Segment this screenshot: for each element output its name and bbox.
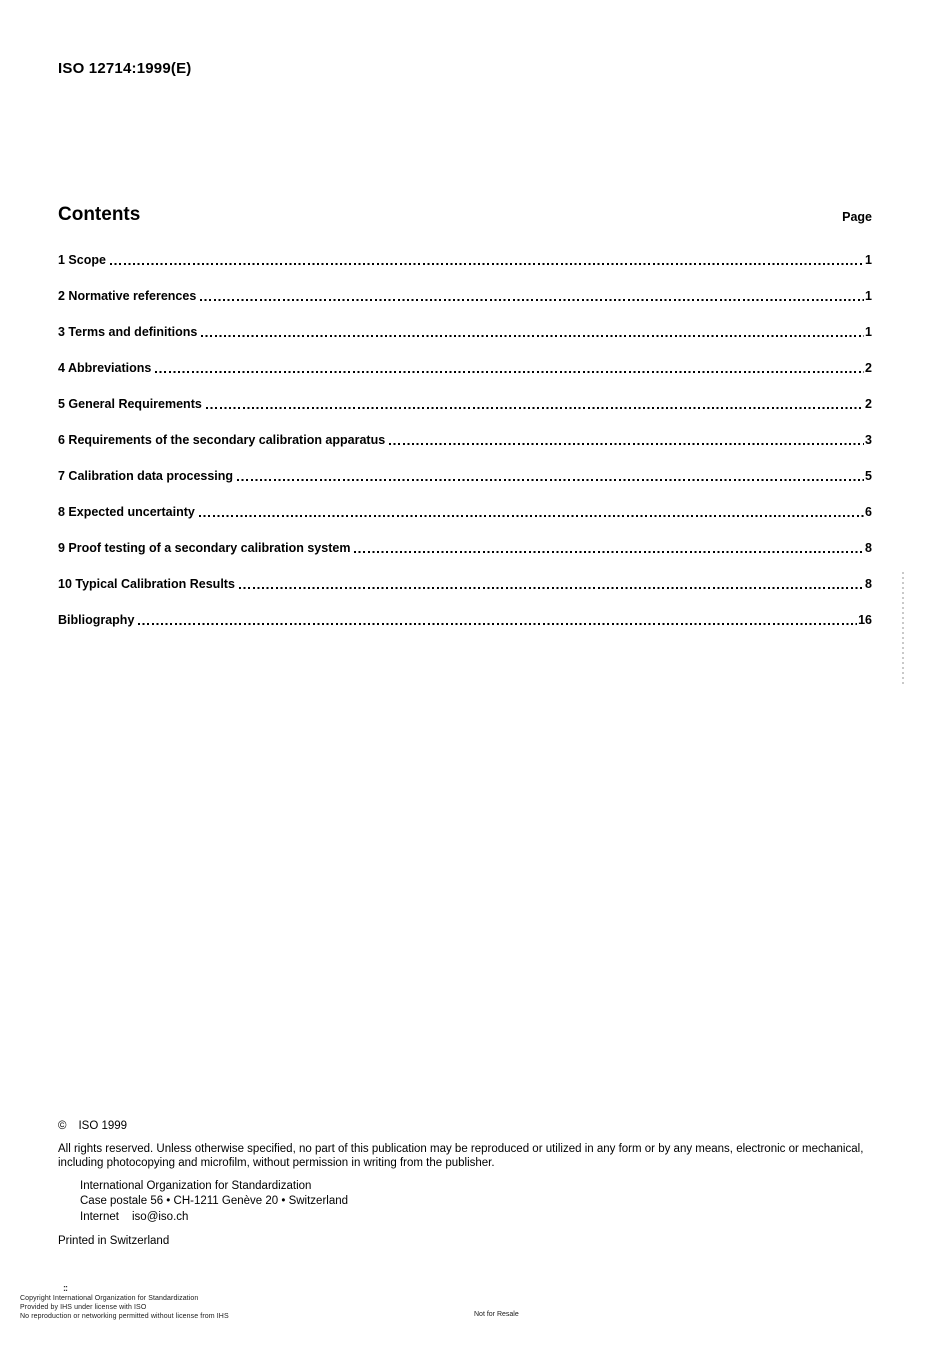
iso-address-block	[80, 1179, 872, 1226]
toc-entry-page: 1	[865, 289, 872, 303]
footer-fineprint	[20, 1294, 229, 1321]
toc-entry-label: 1 Scope	[58, 253, 106, 267]
toc-entry-page: 8	[865, 541, 872, 555]
toc-entry-label: 6 Requirements of the secondary calibration apparatus	[58, 433, 386, 447]
copyright-owner: ISO 1999	[78, 1120, 128, 1132]
dot-leader	[155, 371, 864, 373]
page-column-label: Page	[842, 210, 872, 224]
dot-leader	[200, 299, 864, 301]
toc-entry-label: 4 Abbreviations	[58, 361, 152, 375]
toc-entry-general-requirements	[58, 395, 872, 411]
toc-entry-label: 10 Typical Calibration Results	[58, 577, 235, 591]
toc-entry-label: 3 Terms and definitions	[58, 325, 198, 339]
dot-leader	[389, 443, 864, 445]
toc-entry-label: Bibliography	[58, 613, 135, 627]
not-for-resale-label: Not for Resale	[474, 1311, 519, 1318]
toc-entry-abbreviations	[58, 359, 872, 375]
address-internet	[80, 1210, 872, 1226]
copyright-block	[58, 1119, 872, 1249]
toc-entry-page: 1	[865, 325, 872, 339]
toc-entry-label: 8 Expected uncertainty	[58, 505, 195, 519]
address-org: International Organization for Standardization	[80, 1179, 312, 1192]
dot-leader	[239, 587, 864, 589]
toc-entry-page: 1	[865, 253, 872, 267]
toc-entry-page: 2	[865, 397, 872, 411]
toc-entry-page: 2	[865, 361, 872, 375]
copyright-icon: ©	[58, 1120, 67, 1132]
dot-leader	[201, 335, 864, 337]
toc-entry-label: 5 General Requirements	[58, 397, 202, 411]
dot-leader	[206, 407, 864, 409]
dot-leader	[138, 623, 857, 625]
footer-reproduction-line: No reproduction or networking permitted without license from IHS	[20, 1313, 229, 1320]
toc-entry-bibliography	[58, 611, 872, 627]
footer-license-line: Provided by IHS under license with ISO	[20, 1304, 147, 1311]
toc-entry-label: 2 Normative references	[58, 289, 197, 303]
toc-entry-page: 8	[865, 577, 872, 591]
toc-entry-typical-calibration-results	[58, 575, 872, 591]
toc-entry-page: 3	[865, 433, 872, 447]
toc-entry-page: 6	[865, 505, 872, 519]
table-of-contents	[58, 251, 872, 647]
copyright-line	[58, 1119, 872, 1134]
document-id: ISO 12714:1999(E)	[58, 60, 192, 77]
dot-leader	[110, 263, 864, 265]
footer-copyright-line: Copyright International Organization for Standardization	[20, 1295, 199, 1302]
toc-entry-scope	[58, 251, 872, 267]
rights-statement: All rights reserved. Unless otherwise specified, no part of this publication may be reproduced or utilized in any form or by any means, electronic or mechanical, including photocopying and microfilm, without permission in writing from the publisher.	[58, 1142, 864, 1169]
toc-entry-expected-uncertainty	[58, 503, 872, 519]
toc-entry-secondary-calibration-apparatus	[58, 431, 872, 447]
address-postal: Case postale 56 • CH-1211 Genève 20 • Switzerland	[80, 1195, 349, 1207]
dot-leader	[199, 515, 864, 517]
toc-entry-calibration-data-processing	[58, 467, 872, 483]
vertical-watermark	[902, 572, 904, 684]
toc-entry-normative-references	[58, 287, 872, 303]
internet-label: Internet	[80, 1210, 119, 1223]
dot-leader	[354, 551, 864, 553]
printed-in: Printed in Switzerland	[58, 1235, 170, 1247]
internet-email: iso@iso.ch	[132, 1210, 189, 1223]
contents-header	[58, 204, 872, 226]
toc-entry-page: 16	[858, 613, 872, 627]
footer-mark: ::	[63, 1283, 67, 1293]
toc-entry-label: 9 Proof testing of a secondary calibration system	[58, 541, 351, 555]
contents-title: Contents	[58, 204, 141, 225]
toc-entry-terms-definitions	[58, 323, 872, 339]
toc-entry-page: 5	[865, 469, 872, 483]
toc-entry-label: 7 Calibration data processing	[58, 469, 234, 483]
toc-entry-proof-testing	[58, 539, 872, 555]
dot-leader	[237, 479, 864, 481]
